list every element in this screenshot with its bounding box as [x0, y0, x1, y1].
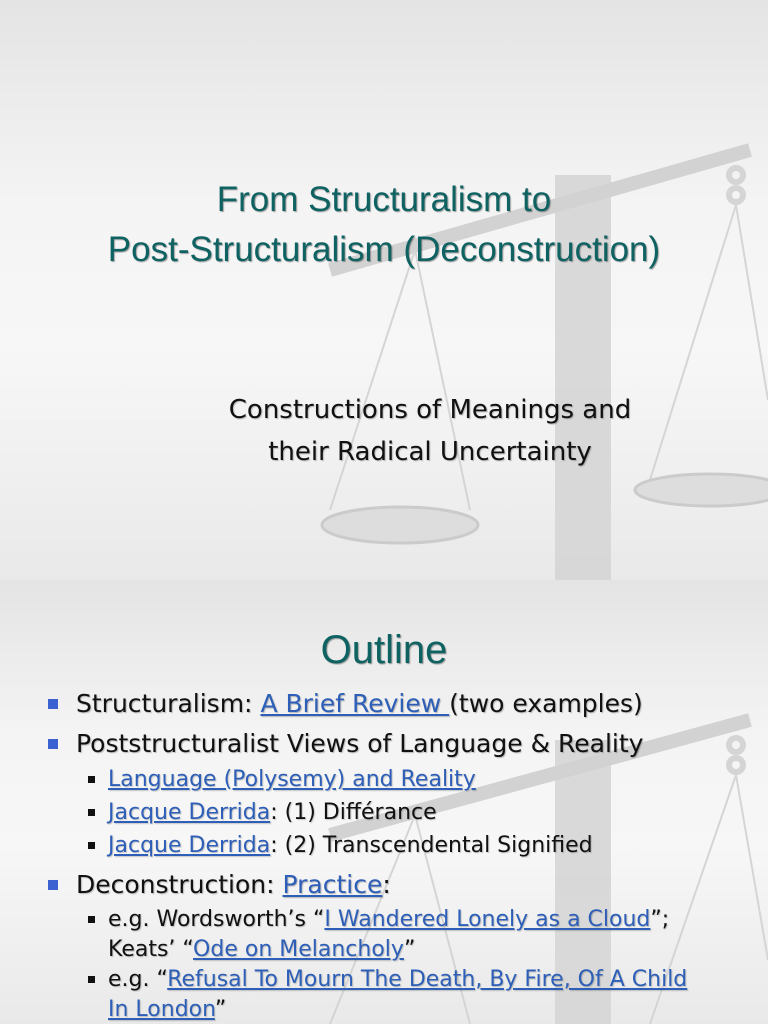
bullet-square-icon	[48, 739, 58, 749]
slide-subtitle	[170, 389, 690, 473]
refusal-to-mourn-link[interactable]: Refusal To Mourn The Death, By Fire, Of A Child	[167, 967, 688, 992]
outline-title: Outline	[320, 628, 448, 672]
outline-item-text: Deconstruction:	[76, 870, 283, 899]
slide-title-line2: Post-Structuralism (Deconstruction)	[107, 230, 661, 269]
outline-item-text: :	[382, 870, 391, 899]
outline-slide	[0, 580, 768, 1024]
jacque-derrida-link[interactable]: Jacque Derrida	[108, 800, 271, 825]
outline-item-text: ”	[403, 937, 416, 962]
ode-on-melancholy-link[interactable]: Ode on Melancholy	[193, 937, 404, 962]
language-polysemy-link[interactable]: Language (Polysemy) and Reality	[108, 767, 476, 792]
bullet-square-icon	[88, 776, 95, 783]
i-wandered-lonely-link[interactable]: I Wandered Lonely as a Cloud	[324, 907, 651, 932]
bullet-square-icon	[48, 880, 58, 890]
slide-subtitle-line1: Constructions of Meanings and	[228, 395, 632, 425]
outline-item-text: Structuralism:	[76, 689, 261, 718]
bullet-square-icon	[88, 809, 95, 816]
outline-item-text: : (1) Différance	[270, 800, 437, 825]
outline-item-text: e.g. “	[108, 967, 168, 992]
outline-item-text: Keats’ “	[108, 937, 194, 962]
bullet-square-icon	[48, 699, 58, 709]
brief-review-link[interactable]: A Brief Review	[260, 689, 450, 718]
outline-item-text: : (2) Transcendental Signified	[270, 833, 593, 858]
jacque-derrida-link[interactable]: Jacque Derrida	[108, 833, 271, 858]
slide-title	[0, 175, 768, 275]
outline-item-text: Poststructuralist Views of Language & Reality	[76, 729, 644, 758]
in-london-link[interactable]: In London	[108, 997, 215, 1022]
outline-item-text: (two examples)	[449, 689, 643, 718]
outline-item-text: ”	[214, 997, 227, 1022]
slide-subtitle-line2: their Radical Uncertainty	[268, 437, 592, 467]
outline-item-text: e.g. Wordsworth’s “	[108, 907, 325, 932]
bullet-square-icon	[88, 842, 95, 849]
practice-link[interactable]: Practice	[282, 870, 383, 899]
bullet-square-icon	[88, 916, 95, 923]
slide-title-line1: From Structuralism to	[216, 180, 552, 219]
bullet-square-icon	[88, 976, 95, 983]
outline-item-text: ”;	[650, 907, 670, 932]
